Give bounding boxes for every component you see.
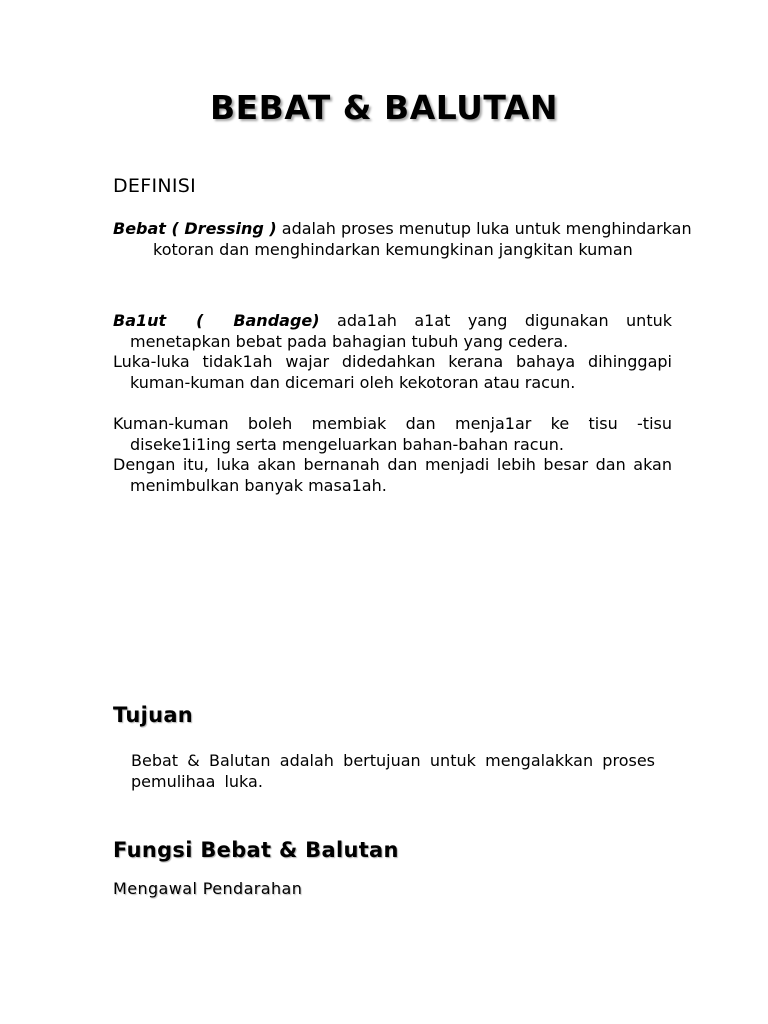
definisi-heading: DEFINISI [113,175,197,197]
paragraph-bebat-definition [113,219,695,260]
tujuan-heading: Tujuan [113,703,194,727]
tujuan-body: Bebat & Balutan adalah bertujuan untuk mengalakkan proses pemulihaa luka. [131,751,655,791]
fungsi-heading: Fungsi Bebat & Balutan [113,838,399,862]
term-bebat: Bebat ( Dressing ) [113,219,277,238]
paragraph-luka: Luka-luka tidak1ah wajar didedahkan kerana bahaya dihinggapi kuman-kuman dan dicemari oleh kekotoran atau racun. [113,352,672,392]
term-balut: Ba1ut ( Bandage) [113,311,320,330]
bebat-definition-text: adalah proses menutup luka untuk menghindarkan kotoran dan menghindarkan kemungkinan jangkitan kuman [153,219,692,259]
fungsi-subheading: Mengawal Pendarahan [113,879,303,898]
paragraph-kuman: Kuman-kuman boleh membiak dan menja1ar ke tisu -tisu diseke1i1ing serta mengeluarkan bahan-bahan racun. [113,414,672,454]
paragraph-balut-definition [113,311,672,352]
document-title: BEBAT & BALUTAN [209,88,559,127]
paragraph-bernanah: Dengan itu, luka akan bernanah dan menjadi lebih besar dan akan menimbulkan banyak masa1ah. [113,455,672,495]
balut-definition-text: ada1ah a1at yang digunakan untuk menetapkan bebat pada bahagian tubuh yang cedera. [130,311,673,351]
